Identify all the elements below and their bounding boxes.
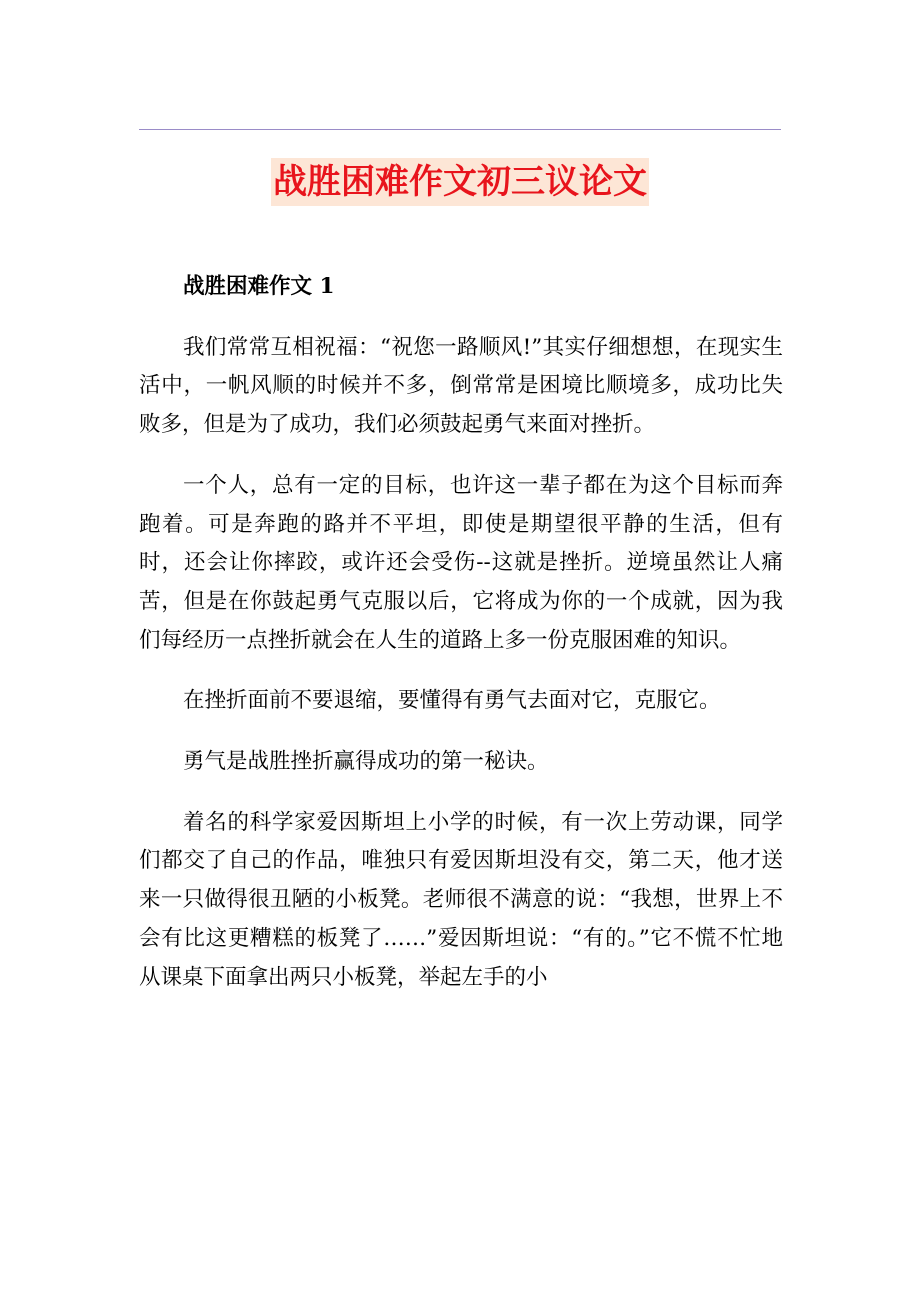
paragraph-5: 着名的科学家爱因斯坦上小学的时候，有一次上劳动课，同学们都交了自己的作品，唯独只有爱因斯坦没有交，第二天，他才送来一只做得很丑陋的小板凳。老师很不满意的说：“我想，世界上不会有比这更糟糕的板凳了……”爱因斯坦说：“有的。”它不慌不忙地从课桌下面拿出两只小板凳，举起左手的小 — [139, 809, 783, 990]
title-container — [0, 158, 920, 206]
document-title: 战胜困难作文初三议论文 — [271, 158, 649, 206]
header-rule — [139, 129, 781, 130]
section-heading: 战胜困难作文 1 — [183, 274, 335, 299]
paragraph-1: 我们常常互相祝福：“祝您一路顺风!”其实仔细想想，在现实生活中，一帆风顺的时候并不多，倒常常是困境比顺境多，成功比失败多，但是为了成功，我们必须鼓起勇气来面对挫折。 — [139, 334, 783, 438]
document-body — [139, 268, 783, 1019]
paragraph-3: 在挫折面前不要退缩，要懂得有勇气去面对它，克服它。 — [183, 688, 721, 714]
paragraph-2: 一个人，总有一定的目标，也许这一辈子都在为这个目标而奔跑着。可是奔跑的路并不平坦，即使是期望很平静的生活，但有时，还会让你摔跤，或许还会受伤--这就是挫折。逆境虽然让人痛苦，但是在你鼓起勇气克服以后，它将成为你的一个成就，因为我们每经历一点挫折就会在人生的道路上多一份克服困难的知识。 — [139, 472, 783, 653]
paragraph-4: 勇气是战胜挫折赢得成功的第一秘诀。 — [183, 749, 549, 775]
